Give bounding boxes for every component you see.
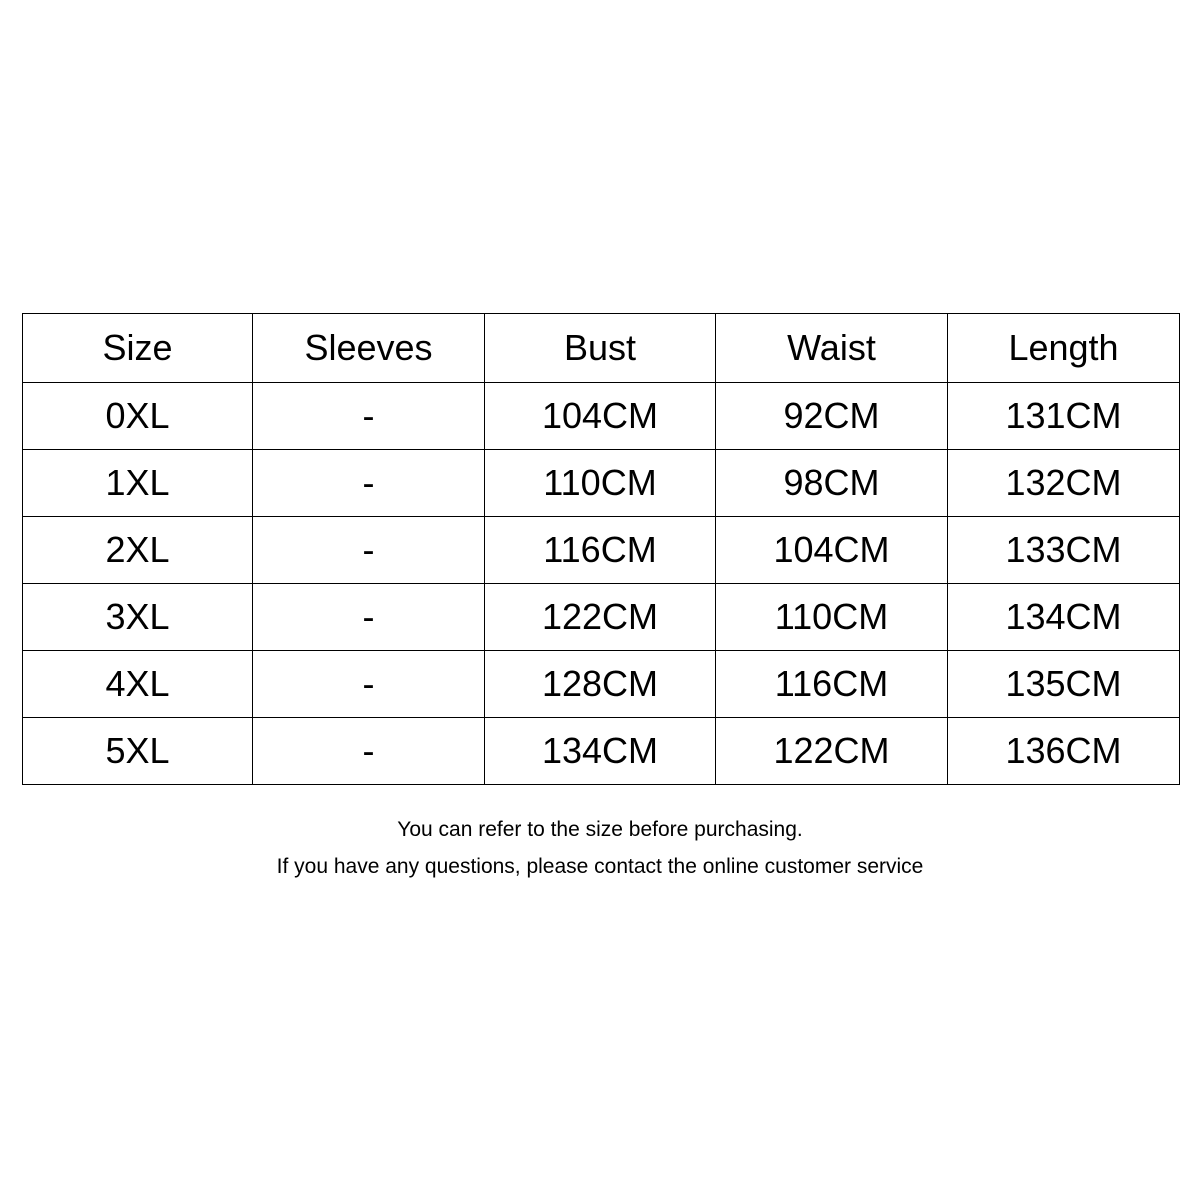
table-row bbox=[23, 450, 1180, 517]
header-size: Size bbox=[23, 314, 253, 383]
customer-service-note: If you have any questions, please contact the online customer service bbox=[276, 855, 924, 878]
cell-waist: 116CM bbox=[716, 651, 948, 718]
cell-waist: 104CM bbox=[716, 517, 948, 584]
cell-bust: 128CM bbox=[485, 651, 716, 718]
cell-bust: 104CM bbox=[485, 383, 716, 450]
cell-size: 5XL bbox=[23, 718, 253, 785]
header-sleeves: Sleeves bbox=[253, 314, 485, 383]
cell-waist: 98CM bbox=[716, 450, 948, 517]
cell-length: 132CM bbox=[948, 450, 1180, 517]
table-row bbox=[23, 718, 1180, 785]
cell-size: 0XL bbox=[23, 383, 253, 450]
table-row bbox=[23, 517, 1180, 584]
cell-size: 1XL bbox=[23, 450, 253, 517]
header-waist: Waist bbox=[716, 314, 948, 383]
table-header-row bbox=[23, 314, 1180, 383]
size-reference-note: You can refer to the size before purchasing. bbox=[397, 818, 803, 841]
cell-waist: 110CM bbox=[716, 584, 948, 651]
cell-size: 4XL bbox=[23, 651, 253, 718]
cell-bust: 116CM bbox=[485, 517, 716, 584]
cell-length: 134CM bbox=[948, 584, 1180, 651]
cell-sleeves: - bbox=[253, 383, 485, 450]
cell-length: 133CM bbox=[948, 517, 1180, 584]
header-bust: Bust bbox=[485, 314, 716, 383]
cell-bust: 122CM bbox=[485, 584, 716, 651]
table-row bbox=[23, 651, 1180, 718]
cell-waist: 92CM bbox=[716, 383, 948, 450]
cell-waist: 122CM bbox=[716, 718, 948, 785]
cell-length: 131CM bbox=[948, 383, 1180, 450]
header-length: Length bbox=[948, 314, 1180, 383]
cell-sleeves: - bbox=[253, 517, 485, 584]
table-row bbox=[23, 383, 1180, 450]
cell-sleeves: - bbox=[253, 584, 485, 651]
cell-length: 135CM bbox=[948, 651, 1180, 718]
cell-bust: 134CM bbox=[485, 718, 716, 785]
cell-size: 3XL bbox=[23, 584, 253, 651]
cell-sleeves: - bbox=[253, 718, 485, 785]
cell-bust: 110CM bbox=[485, 450, 716, 517]
cell-sleeves: - bbox=[253, 651, 485, 718]
table-row bbox=[23, 584, 1180, 651]
cell-sleeves: - bbox=[253, 450, 485, 517]
size-chart-table bbox=[22, 313, 1180, 785]
cell-length: 136CM bbox=[948, 718, 1180, 785]
cell-size: 2XL bbox=[23, 517, 253, 584]
